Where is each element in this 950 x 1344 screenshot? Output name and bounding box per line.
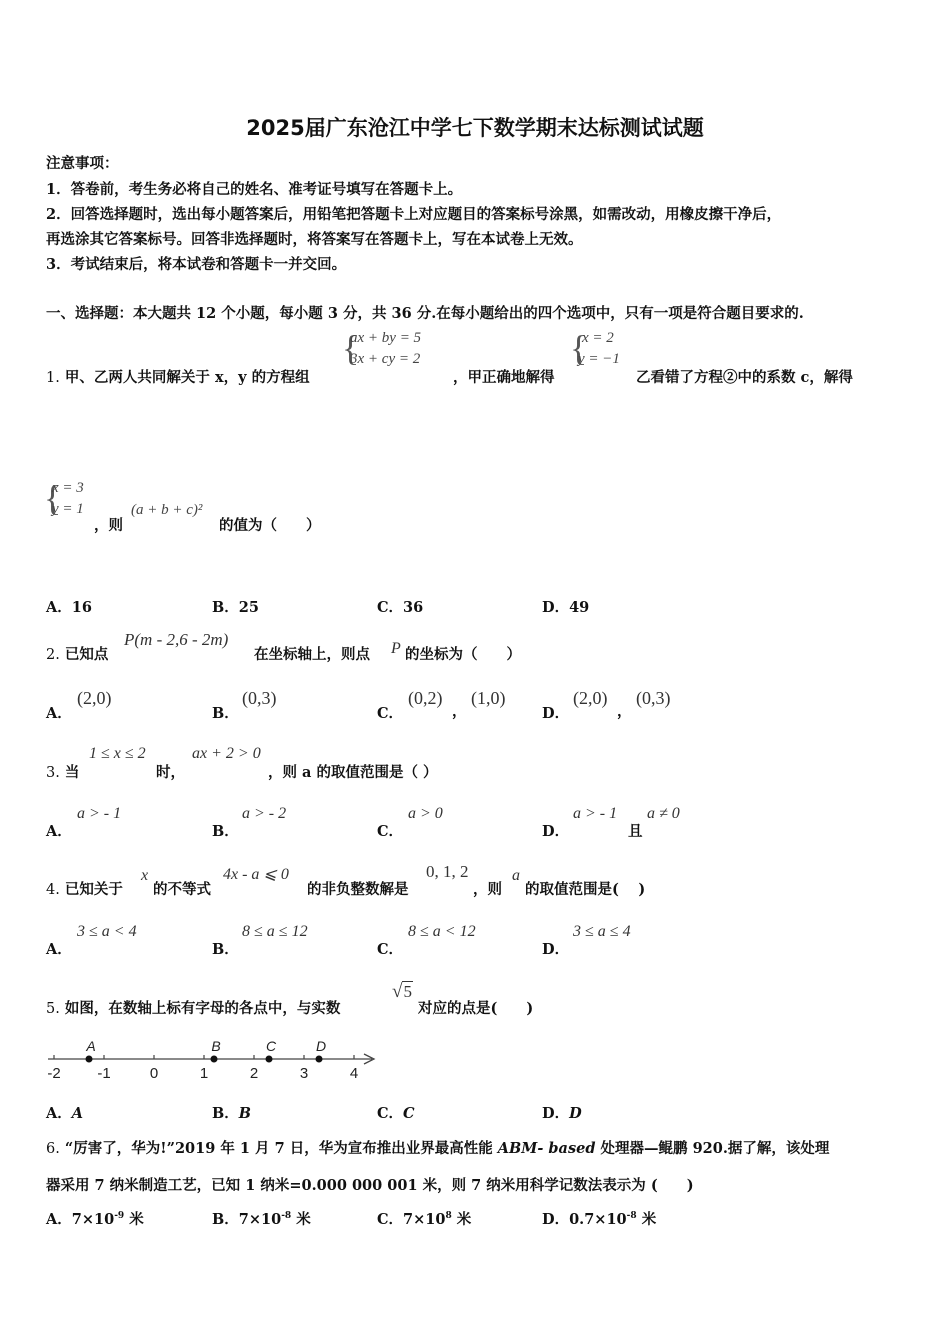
axis-tick-label: 0: [149, 1065, 159, 1082]
option-a[interactable]: A．$7\times 10^{-9}$ 米: [46, 1211, 144, 1228]
section-heading: 一、选择题：本大题共 12 个小题，每小题 3 分，共 36 分.在每小题给出的四个选项中，只有一项是符合题目要求的.: [46, 305, 804, 322]
solution-system-2: { x = 3 y = 1: [44, 478, 84, 518]
option-d-label[interactable]: D．: [542, 705, 570, 722]
axis-point-label: B: [211, 1038, 221, 1054]
solution-row-2: y = −1: [578, 351, 620, 367]
solution-row-2: y = 1: [52, 501, 84, 517]
axis-tick-label: -2: [47, 1065, 61, 1082]
option-d-label[interactable]: D．: [542, 823, 570, 840]
inequality-expression: ax + 2 > 0: [192, 745, 261, 762]
question-text: 对应的点是( ): [418, 1000, 534, 1017]
question-text: 时，: [156, 764, 185, 781]
question-2-line: [46, 643, 108, 664]
option-c-value[interactable]: a > 0: [408, 805, 443, 822]
question-1-line-1: [46, 366, 310, 387]
axis-point-c: [266, 1056, 273, 1063]
notice-line-2a: 2．回答选择题时，选出每小题答案后，用铅笔把答题卡上对应题目的答案标号涂黑，如需改动，用橡皮擦干净后，: [46, 206, 782, 223]
solution-set: 0, 1, 2: [426, 862, 469, 881]
axis-tick-label: 2: [249, 1065, 259, 1082]
question-text: ，则: [473, 881, 502, 898]
option-c-label[interactable]: C．: [377, 705, 404, 722]
option-d[interactable]: D．49: [542, 599, 590, 616]
axis-tick-label: 1: [199, 1065, 209, 1082]
question-text: 处理器—鲲鹏 920.据了解，该处理: [600, 1140, 830, 1157]
question-text: 的取值范围是( ): [525, 881, 646, 898]
question-5-line: [46, 997, 340, 1018]
option-a-value[interactable]: 3 ≤ a < 4: [77, 923, 137, 940]
option-c-extra[interactable]: (1,0): [471, 688, 506, 708]
point-label: P: [391, 640, 401, 657]
solution-row-1: x = 3: [52, 480, 84, 496]
sqrt-radicand: 5: [403, 982, 412, 1001]
question-text: 当: [64, 764, 80, 781]
question-number: 2.: [46, 647, 60, 663]
notice-heading: 注意事项：: [46, 155, 119, 172]
question-text: 已知点: [64, 646, 109, 663]
option-b-value[interactable]: (0,3): [242, 688, 277, 708]
condition-expression: 1 ≤ x ≤ 2: [89, 745, 146, 762]
axis-tick-label: -1: [97, 1065, 111, 1082]
number-line-figure: [40, 1032, 385, 1084]
option-a-label[interactable]: A．: [46, 941, 72, 958]
option-d-extra[interactable]: a ≠ 0: [647, 805, 680, 822]
question-text: ，甲正确地解得: [453, 369, 555, 386]
variable-a: a: [512, 867, 520, 884]
option-d[interactable]: D．D: [542, 1105, 582, 1122]
option-d-separator: ，: [617, 703, 632, 720]
option-a-value[interactable]: a > - 1: [77, 805, 122, 822]
axis-tick-label: 3: [299, 1065, 309, 1082]
option-a-label[interactable]: A．: [46, 823, 72, 840]
option-b[interactable]: B．25: [212, 599, 259, 616]
page-title: 2025届广东沧江中学七下数学期末达标测试试题: [246, 116, 704, 140]
option-d-extra[interactable]: (0,3): [636, 688, 671, 708]
option-c-value[interactable]: (0,2): [408, 688, 443, 708]
variable-x: x: [141, 867, 149, 884]
option-b-label[interactable]: B．: [212, 823, 239, 840]
option-d-and: 且: [628, 823, 643, 840]
sqrt-expression: √5: [392, 981, 412, 1002]
question-text: 乙看错了方程②中的系数 c，解得: [636, 369, 853, 386]
option-a-label[interactable]: A．: [46, 705, 72, 722]
question-text: 甲、乙两人共同解关于 x，y 的方程组: [64, 369, 310, 386]
option-c[interactable]: C．36: [377, 599, 424, 616]
equation-system: { ax + by = 5 3x + cy = 2: [342, 328, 422, 368]
option-b-value[interactable]: a > - 2: [242, 805, 287, 822]
question-6-line-1: [46, 1137, 829, 1158]
axis-point-label: A: [86, 1038, 96, 1054]
question-text: 的坐标为（ ）: [405, 646, 521, 663]
notice-line-2b: 再选涂其它答案标号。回答非选择题时，将答案写在答题卡上，写在本试卷上无效。: [46, 231, 583, 248]
option-b[interactable]: B．$7\times 10^{-8}$ 米: [212, 1211, 311, 1228]
processor-name: ABM- based: [497, 1140, 596, 1157]
option-a[interactable]: A．A: [46, 1105, 84, 1122]
option-a[interactable]: A．16: [46, 599, 92, 616]
axis-point-label: D: [315, 1038, 327, 1054]
axis-point-d: [316, 1056, 323, 1063]
option-a-value[interactable]: (2,0): [77, 688, 112, 708]
option-c[interactable]: C．$7\times 10^8$ 米: [377, 1211, 472, 1228]
option-d-value[interactable]: a > - 1: [573, 805, 618, 822]
option-b[interactable]: B．B: [212, 1105, 252, 1122]
question-6-line-2: 器采用 7 纳米制造工艺，已知 1 纳米=0.000 000 001 米，则 7 纳米用科学记数法表示为 ( ): [46, 1177, 694, 1194]
option-b-label[interactable]: B．: [212, 705, 239, 722]
option-c-separator: ，: [452, 703, 467, 720]
point-expression: P(m - 2,6 - 2m): [124, 630, 229, 649]
equation-row-2: 3x + cy = 2: [350, 351, 421, 367]
question-text: ，则: [94, 517, 123, 534]
solution-system-1: { x = 2 y = −1: [570, 328, 620, 368]
notice-line-3: 3．考试结束后，将本试卷和答题卡一并交回。: [46, 256, 347, 273]
option-c-label[interactable]: C．: [377, 941, 404, 958]
question-number: 6.: [46, 1141, 60, 1157]
question-number: 3.: [46, 765, 60, 781]
option-b-value[interactable]: 8 ≤ a ≤ 12: [242, 923, 308, 940]
option-d-value[interactable]: 3 ≤ a ≤ 4: [573, 923, 631, 940]
option-b-label[interactable]: B．: [212, 941, 239, 958]
equation-row-1: ax + by = 5: [350, 330, 422, 346]
option-d-value[interactable]: (2,0): [573, 688, 608, 708]
question-number: 5.: [46, 1001, 60, 1017]
question-number: 1.: [46, 370, 60, 386]
solution-row-1: x = 2: [582, 330, 614, 346]
notice-line-1: 1．答卷前，考生务必将自己的姓名、准考证号填写在答题卡上。: [46, 181, 463, 198]
question-4-line: [46, 878, 123, 899]
axis-tick-label: 4: [349, 1065, 359, 1082]
axis-point-label: C: [265, 1038, 277, 1054]
question-text: 的值为（ ）: [219, 517, 321, 534]
expression: (a + b + c)²: [131, 502, 203, 518]
question-text: 的不等式: [153, 881, 211, 898]
question-number: 4.: [46, 882, 60, 898]
question-text: 如图，在数轴上标有字母的各点中，与实数: [64, 1000, 341, 1017]
axis-point-b: [211, 1056, 218, 1063]
option-c[interactable]: C．C: [377, 1105, 415, 1122]
question-text: 在坐标轴上，则点: [254, 646, 370, 663]
axis-point-a: [86, 1056, 93, 1063]
question-text: 已知关于: [64, 881, 123, 898]
question-3-line: [46, 761, 79, 782]
option-d-label[interactable]: D．: [542, 941, 570, 958]
option-c-value[interactable]: 8 ≤ a < 12: [408, 923, 476, 940]
inequality-expression: 4x - a ⩽ 0: [223, 866, 289, 883]
question-text: ，则 a 的取值范围是（ ）: [268, 764, 438, 781]
question-text: “厉害了，华为!”2019 年 1 月 7 日，华为宣布推出业界最高性能: [64, 1140, 493, 1157]
option-c-label[interactable]: C．: [377, 823, 404, 840]
option-d[interactable]: D．$0.7\times 10^{-8}$ 米: [542, 1211, 657, 1228]
question-text: 的非负整数解是: [307, 881, 409, 898]
